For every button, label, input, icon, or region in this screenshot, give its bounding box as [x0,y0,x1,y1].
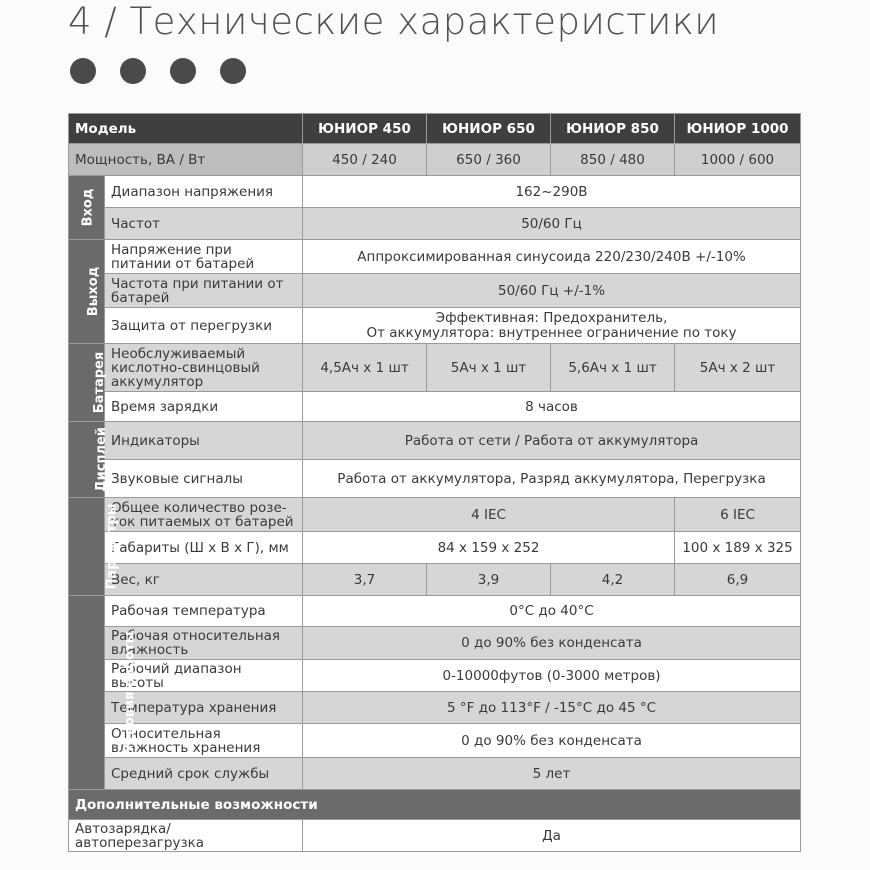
value-line: От аккумулятора: внутреннее ограничение по току [366,324,737,341]
dot-icon [170,58,196,84]
value-line: Эффективная: Предохранитель, [435,309,668,326]
group-label: Параметры [69,498,105,596]
page-title: 4 / Технические характеристики [68,0,720,43]
decorative-dots [70,58,246,84]
cell-value: 5Ач х 2 шт [675,344,801,392]
group-label: Вход [69,176,105,240]
cell-value: 84 х 159 х 252 [303,532,675,564]
row-label: Рабочая температура [105,596,303,627]
cell-value: 4 IEC [303,498,675,532]
table-row [69,724,801,758]
table-row [69,692,801,724]
row-label: Рабочий диапазон высоты [105,660,303,692]
row-label: Защита от перегрузки [105,308,303,344]
table-row [69,422,801,460]
dot-icon [120,58,146,84]
cell-value: 100 х 189 х 325 [675,532,801,564]
model-name: ЮНИОР 850 [551,114,675,144]
row-label: Средний срок службы [105,758,303,790]
spec-table [68,113,801,852]
table-row [69,627,801,660]
group-label: Дисплей [69,422,105,498]
group-label: Выход [69,240,105,344]
cell-value: 3,9 [427,564,551,596]
cell-value [303,308,801,344]
cell-value: 4,2 [551,564,675,596]
cell-value: 4,5Ач х 1 шт [303,344,427,392]
cell-value: 450 / 240 [303,144,427,176]
cell-value: 162~290В [303,176,801,208]
cell-value: 8 часов [303,392,801,422]
section-header-row [69,790,801,820]
cell-value: 6,9 [675,564,801,596]
model-name: ЮНИОР 1000 [675,114,801,144]
header-row [69,114,801,144]
row-label: Напряжение при питании от батарей [105,240,303,274]
model-name: ЮНИОР 450 [303,114,427,144]
cell-value: 0 до 90% без конденсата [303,724,801,758]
cell-value: 6 IEC [675,498,801,532]
table-row [69,532,801,564]
table-row [69,820,801,852]
table-row [69,392,801,422]
row-label: Диапазон напряжения [105,176,303,208]
cell-value: Работа от сети / Работа от аккумулятора [303,422,801,460]
section-label: Дополнительные возможности [69,790,801,820]
row-label: Габариты (Ш х В х Г), мм [105,532,303,564]
dot-icon [220,58,246,84]
row-label: Частот [105,208,303,240]
row-label: Температура хранения [105,692,303,724]
cell-value: 0-10000футов (0-3000 метров) [303,660,801,692]
table-row [69,308,801,344]
dot-icon [70,58,96,84]
cell-value: 5 лет [303,758,801,790]
table-row [69,660,801,692]
cell-value: 850 / 480 [551,144,675,176]
row-label: Автозарядка/автоперезагрузка [69,820,303,852]
table-row [69,344,801,392]
table-row [69,274,801,308]
group-label: Батарея [69,344,105,422]
cell-value: 5 °F до 113°F / -15°С до 45 °С [303,692,801,724]
row-label: Индикаторы [105,422,303,460]
row-label: Звуковые сигналы [105,460,303,498]
row-label: Общее количество розе-ток питаемых от батарей [105,498,303,532]
cell-value: 3,7 [303,564,427,596]
cell-value: Аппроксимированная синусоида 220/230/240В +/-10% [303,240,801,274]
row-label: Частота при питании от батарей [105,274,303,308]
group-label: Условия работы [69,596,105,790]
power-row [69,144,801,176]
cell-value: 1000 / 600 [675,144,801,176]
cell-value: 50/60 Гц [303,208,801,240]
table-row [69,758,801,790]
row-label: Необслуживаемый кислотно-свинцовый аккумулятор [105,344,303,392]
cell-value: 50/60 Гц +/-1% [303,274,801,308]
table-row [69,176,801,208]
row-label: Мощность, ВА / Вт [69,144,303,176]
row-label: Относительная влажность хранения [105,724,303,758]
row-label: Вес, кг [105,564,303,596]
table-row [69,498,801,532]
table-row [69,460,801,498]
table-row [69,208,801,240]
table-row [69,596,801,627]
row-label: Рабочая относительная влажность [105,627,303,660]
cell-value: Работа от аккумулятора, Разряд аккумулятора, Перегрузка [303,460,801,498]
cell-value: Да [303,820,801,852]
cell-value: 0 до 90% без конденсата [303,627,801,660]
table-row [69,240,801,274]
row-label: Время зарядки [105,392,303,422]
model-label: Модель [69,114,303,144]
cell-value: 650 / 360 [427,144,551,176]
table-row [69,564,801,596]
cell-value: 5Ач х 1 шт [427,344,551,392]
model-name: ЮНИОР 650 [427,114,551,144]
cell-value: 5,6Ач х 1 шт [551,344,675,392]
cell-value: 0°С до 40°С [303,596,801,627]
